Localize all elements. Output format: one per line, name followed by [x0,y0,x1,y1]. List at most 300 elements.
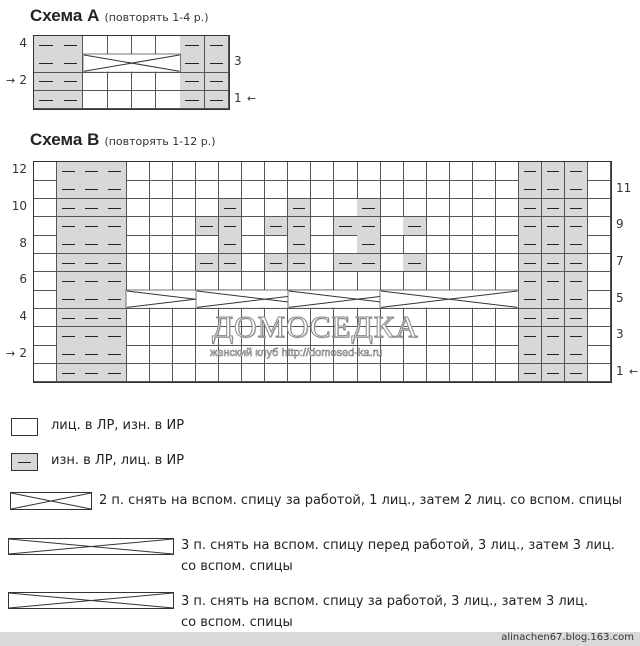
knit-cell [426,364,449,383]
purl-cell [205,73,230,92]
purl-cell [519,327,542,346]
knit-cell [473,345,496,364]
knit-cell [426,162,449,181]
knit-cell [588,180,611,199]
purl-cell [565,235,588,254]
purl-cell [542,217,565,236]
purl-cell [542,364,565,383]
knit-cell [426,345,449,364]
purl-cell [565,162,588,181]
knit-cell [449,254,472,273]
row-number-right: 3 [234,54,242,69]
knit-cell [126,364,149,383]
purl-cell [265,254,288,273]
knit-cell [156,36,181,55]
knit-cell [380,217,403,236]
purl-cell [288,217,311,236]
knit-cell [311,254,334,273]
knit-cell [403,180,426,199]
purl-cell [565,254,588,273]
legend-cable6-back-text-2: со вспом. спицы [181,615,293,630]
legend-cable6-back-text-1: 3 п. снять на вспом. спицу за работой, 3 лиц., затем 3 лиц. [181,594,589,609]
knit-cell [126,327,149,346]
knit-cell [496,217,519,236]
knit-cell [380,254,403,273]
purl-cell [334,254,357,273]
purl-cell [80,290,103,309]
knit-cell [334,199,357,218]
purl-cell [565,180,588,199]
purl-cell [542,180,565,199]
knit-cell [34,217,57,236]
purl-cell [180,91,205,110]
knit-cell [473,235,496,254]
purl-cell [565,327,588,346]
purl-cell [542,162,565,181]
knit-cell [426,327,449,346]
knit-cell [172,162,195,181]
purl-cell [57,217,80,236]
knit-cell [126,345,149,364]
knit-cell [242,180,265,199]
purl-cell [58,91,83,110]
row-number-left: 4 [19,308,27,323]
knit-cell [426,199,449,218]
purl-cell [103,327,126,346]
purl-cell [519,199,542,218]
knit-cell [132,73,157,92]
knit-cell [311,235,334,254]
purl-cell [542,309,565,328]
purl-cell [519,180,542,199]
knit-cell [34,309,57,328]
purl-cell [58,36,83,55]
knit-cell [588,272,611,291]
knit-cell [196,199,219,218]
purl-cell [542,272,565,291]
purl-cell [80,254,103,273]
knit-cell [172,217,195,236]
knit-cell [496,272,519,291]
legend-cable4-text: 2 п. снять на вспом. спицу за работой, 1 лиц., затем 2 лиц. со вспом. спицы [99,493,622,508]
row-number-right: 7 [616,253,624,268]
knit-cell [473,364,496,383]
knit-cell [426,254,449,273]
purl-cell [103,199,126,218]
knit-cell [473,180,496,199]
knit-cell [126,254,149,273]
knit-cell [473,327,496,346]
purl-cell [288,254,311,273]
purl-cell [288,235,311,254]
knit-cell [473,162,496,181]
cable-cross-symbol [83,54,181,72]
knit-cell [156,91,181,110]
purl-cell [219,254,242,273]
purl-cell [334,217,357,236]
knit-cell [172,309,195,328]
knit-cell [496,345,519,364]
knit-cell [449,309,472,328]
knit-cell [132,91,157,110]
purl-cell [219,199,242,218]
knit-cell [219,272,242,291]
purl-cell [57,162,80,181]
knit-cell [34,364,57,383]
knit-cell [449,217,472,236]
legend-knit-text: лиц. в ЛР, изн. в ИР [51,418,185,433]
knit-cell [449,327,472,346]
purl-cell [34,36,59,55]
purl-cell [205,91,230,110]
purl-cell [58,73,83,92]
purl-cell [103,235,126,254]
knit-cell [403,199,426,218]
purl-cell [357,235,380,254]
knit-cell [172,364,195,383]
knit-cell [172,327,195,346]
knit-cell [265,364,288,383]
purl-cell [80,180,103,199]
knit-cell [426,180,449,199]
knit-cell [172,345,195,364]
knit-cell [473,309,496,328]
purl-cell [542,327,565,346]
knit-cell [380,345,403,364]
knit-cell [588,345,611,364]
knit-cell [265,180,288,199]
knit-cell [449,235,472,254]
knit-cell [172,199,195,218]
knit-cell [149,162,172,181]
knit-cell [149,345,172,364]
knit-cell [219,180,242,199]
cable-cross-symbol [380,290,518,308]
knit-cell [34,235,57,254]
knit-cell [34,290,57,309]
legend-cable6-front-text-2: со вспом. спицы [181,559,293,574]
knit-cell [311,217,334,236]
knit-cell [196,162,219,181]
row-number-left: 6 [19,272,27,287]
scheme-b-subtitle: (повторять 1-12 р.) [104,135,216,148]
knit-cell [196,235,219,254]
knit-cell [172,180,195,199]
knit-cell [34,199,57,218]
knit-cell [311,199,334,218]
purl-cell [542,345,565,364]
knit-cell [196,364,219,383]
knit-cell [403,235,426,254]
knit-cell [403,272,426,291]
knit-cell [34,254,57,273]
knit-cell [380,199,403,218]
purl-cell [103,345,126,364]
knit-cell [288,364,311,383]
purl-cell [57,309,80,328]
knit-cell [149,309,172,328]
knit-cell [426,309,449,328]
row-number-left: 12 [11,162,27,177]
knit-cell [156,73,181,92]
purl-cell [519,162,542,181]
knit-cell [426,235,449,254]
knit-cell [380,180,403,199]
purl-cell [565,217,588,236]
knit-cell [380,364,403,383]
knit-cell [126,235,149,254]
knit-cell [588,290,611,309]
knit-cell [149,199,172,218]
scheme-b-title-text: Схема В [30,130,100,149]
purl-cell [403,254,426,273]
legend-cable4-symbol [10,492,92,510]
watermark-url: женский клуб http://domosed-ka.ru [210,347,383,359]
footer-credit: alinachen67.blog.163.com [501,632,634,643]
purl-cell [80,364,103,383]
knit-cell [449,272,472,291]
knit-cell [334,180,357,199]
footer-bar [0,632,640,646]
purl-cell [542,199,565,218]
knit-cell [196,272,219,291]
knit-cell [219,364,242,383]
knit-cell [242,199,265,218]
knit-cell [149,217,172,236]
row-number-left: 10 [11,198,27,213]
row-number-right: 1 [616,363,624,378]
knit-cell [149,327,172,346]
knit-cell [449,364,472,383]
purl-cell [565,309,588,328]
purl-cell [180,73,205,92]
purl-cell [219,235,242,254]
knit-cell [588,364,611,383]
knit-cell [496,199,519,218]
purl-cell [180,54,205,73]
purl-cell [80,199,103,218]
knit-cell [265,162,288,181]
knit-cell [288,180,311,199]
purl-cell [519,364,542,383]
knit-cell [126,272,149,291]
knit-cell [426,217,449,236]
purl-cell [403,217,426,236]
purl-cell [80,235,103,254]
knit-cell [107,91,132,110]
knit-cell [265,199,288,218]
knit-cell [334,162,357,181]
row-number-right: 11 [616,180,632,195]
purl-cell [57,235,80,254]
knit-cell [132,36,157,55]
knit-cell [34,180,57,199]
knit-cell [83,36,108,55]
knit-cell [588,162,611,181]
purl-cell [542,235,565,254]
row-number-right: 3 [616,327,624,342]
knit-cell [107,36,132,55]
knit-cell [588,217,611,236]
knit-cell [473,272,496,291]
purl-cell [519,217,542,236]
knit-cell [311,364,334,383]
knit-cell [172,235,195,254]
knit-cell [334,272,357,291]
purl-cell [357,199,380,218]
knit-cell [219,162,242,181]
knit-cell [242,364,265,383]
purl-cell [103,290,126,309]
purl-cell [542,254,565,273]
knit-cell [265,272,288,291]
purl-cell [205,36,230,55]
purl-cell [196,254,219,273]
wrong-side-arrow: → [6,346,16,360]
purl-cell [180,36,205,55]
purl-cell [519,235,542,254]
knit-cell [496,327,519,346]
knit-cell [311,180,334,199]
purl-cell [565,199,588,218]
knit-cell [107,73,132,92]
purl-cell [103,364,126,383]
purl-cell [103,309,126,328]
purl-cell [103,180,126,199]
knit-cell [449,162,472,181]
wrong-side-arrow: → [6,73,16,87]
knit-cell [449,345,472,364]
row-number-left: 2 [19,72,27,87]
knit-cell [242,254,265,273]
knit-cell [403,345,426,364]
knit-cell [126,217,149,236]
knit-cell [588,235,611,254]
knit-cell [34,345,57,364]
legend-cable6-front-symbol [8,538,174,555]
scheme-b-title [30,130,216,150]
purl-cell [196,217,219,236]
knit-cell [83,73,108,92]
purl-cell [565,272,588,291]
watermark-logo: ДОМОСЕДКА [212,309,419,344]
knit-cell [496,364,519,383]
row-number-left: 2 [19,345,27,360]
knit-cell [449,180,472,199]
scheme-a-title-text: Схема А [30,6,100,25]
purl-cell [565,345,588,364]
row-number-left: 4 [19,36,27,51]
purl-cell [519,345,542,364]
purl-cell [565,290,588,309]
knit-cell [196,180,219,199]
knit-cell [242,217,265,236]
knit-cell [288,272,311,291]
knit-cell [242,272,265,291]
purl-cell [57,364,80,383]
knit-cell [149,235,172,254]
knit-cell [149,254,172,273]
knit-cell [357,364,380,383]
purl-cell [103,162,126,181]
purl-cell [80,345,103,364]
purl-cell [80,272,103,291]
knit-cell [473,254,496,273]
knit-cell [265,235,288,254]
purl-cell [57,272,80,291]
purl-cell [103,254,126,273]
purl-cell [103,272,126,291]
knit-cell [334,364,357,383]
purl-cell [57,345,80,364]
knit-cell [149,364,172,383]
knit-cell [357,162,380,181]
purl-cell [34,91,59,110]
knit-cell [311,162,334,181]
row-number-right: 1 [234,90,242,105]
knit-cell [473,217,496,236]
purl-cell [542,290,565,309]
knit-cell [242,235,265,254]
purl-cell [519,309,542,328]
knit-cell [403,364,426,383]
purl-cell [565,364,588,383]
knit-cell [473,199,496,218]
right-side-arrow: ← [247,91,257,105]
knit-cell [588,199,611,218]
purl-cell [265,217,288,236]
knit-cell [588,327,611,346]
purl-cell [80,327,103,346]
knit-cell [126,180,149,199]
knit-cell [34,162,57,181]
knit-cell [149,272,172,291]
knit-cell [288,162,311,181]
purl-cell [80,217,103,236]
purl-cell [288,199,311,218]
purl-cell [80,309,103,328]
purl-cell [57,290,80,309]
purl-cell [34,73,59,92]
knit-cell [242,162,265,181]
purl-cell [34,54,59,73]
knit-cell [311,272,334,291]
knit-cell [34,327,57,346]
knit-cell [126,309,149,328]
legend-cable6-front-text-1: 3 п. снять на вспом. спицу перед работой, 3 лиц., затем 3 лиц. [181,538,615,553]
purl-cell [219,217,242,236]
knit-cell [496,235,519,254]
row-number-left: 8 [19,235,27,250]
purl-cell [57,254,80,273]
purl-cell [357,254,380,273]
knit-cell [496,162,519,181]
knit-cell [426,272,449,291]
knit-cell [83,91,108,110]
knit-cell [172,272,195,291]
knit-cell [357,180,380,199]
knit-cell [588,254,611,273]
knit-cell [403,162,426,181]
purl-cell [57,327,80,346]
purl-cell [519,254,542,273]
scheme-a-title [30,6,209,26]
knit-cell [334,235,357,254]
legend-cable6-back-symbol [8,592,174,609]
legend-purl-text: изн. в ЛР, лиц. в ИР [51,453,185,468]
knit-cell [496,309,519,328]
purl-cell [519,272,542,291]
